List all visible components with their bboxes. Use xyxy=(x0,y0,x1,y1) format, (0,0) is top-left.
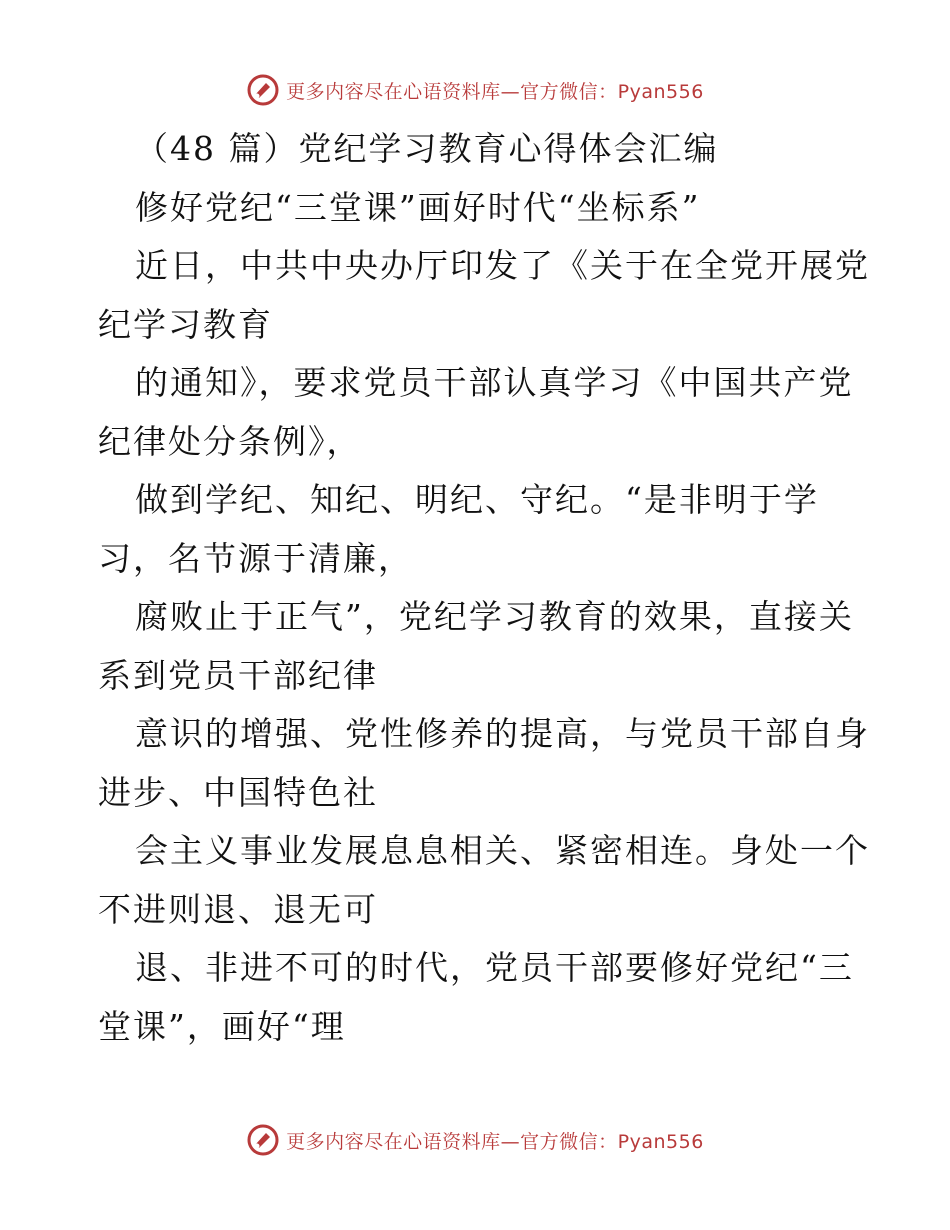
paragraph-line: 会主义事业发展息息相关、紧密相连。身处一个 xyxy=(135,831,870,870)
paragraph-line: 堂课”，画好“理 xyxy=(98,1006,346,1046)
paragraph-line: 近日，中共中央办厅印发了《关于在全党开展党 xyxy=(135,246,870,285)
paragraph-line: 腐败止于正气”，党纪学习教育的效果，直接关 xyxy=(135,597,854,636)
paragraph-line: 不进则退、退无可 xyxy=(98,889,378,929)
document-body xyxy=(98,120,868,1056)
brand-logo-icon xyxy=(246,1123,280,1157)
paragraph-line: 纪律处分条例》， xyxy=(98,421,362,461)
header-banner xyxy=(0,70,950,110)
brand-logo-icon xyxy=(246,73,280,107)
article-title: 修好党纪“三堂课”画好时代“坐标系” xyxy=(135,187,701,227)
footer-banner-text: 更多内容尽在心语资料库—官方微信：Pyan556 xyxy=(286,1130,704,1153)
paragraph-line: 意识的增强、党性修养的提高，与党员干部自身 xyxy=(135,714,870,753)
paragraph-line: 的通知》，要求党员干部认真学习《中国共产党 xyxy=(135,363,854,402)
paragraph-line: 系到党员干部纪律 xyxy=(98,655,378,695)
header-banner-text: 更多内容尽在心语资料库—官方微信：Pyan556 xyxy=(286,80,704,103)
footer-banner xyxy=(0,1120,950,1160)
paragraph-line: 习，名节源于清廉， xyxy=(98,538,413,578)
paragraph-line: 纪学习教育 xyxy=(98,304,273,344)
paragraph-line: 进步、中国特色社 xyxy=(98,772,378,812)
paragraph-line: 退、非进不可的时代，党员干部要修好党纪“三 xyxy=(135,948,854,987)
document-title: （48 篇）党纪学习教育心得体会汇编 xyxy=(135,129,719,168)
paragraph-line: 做到学纪、知纪、明纪、守纪。“是非明于学 xyxy=(135,480,819,519)
